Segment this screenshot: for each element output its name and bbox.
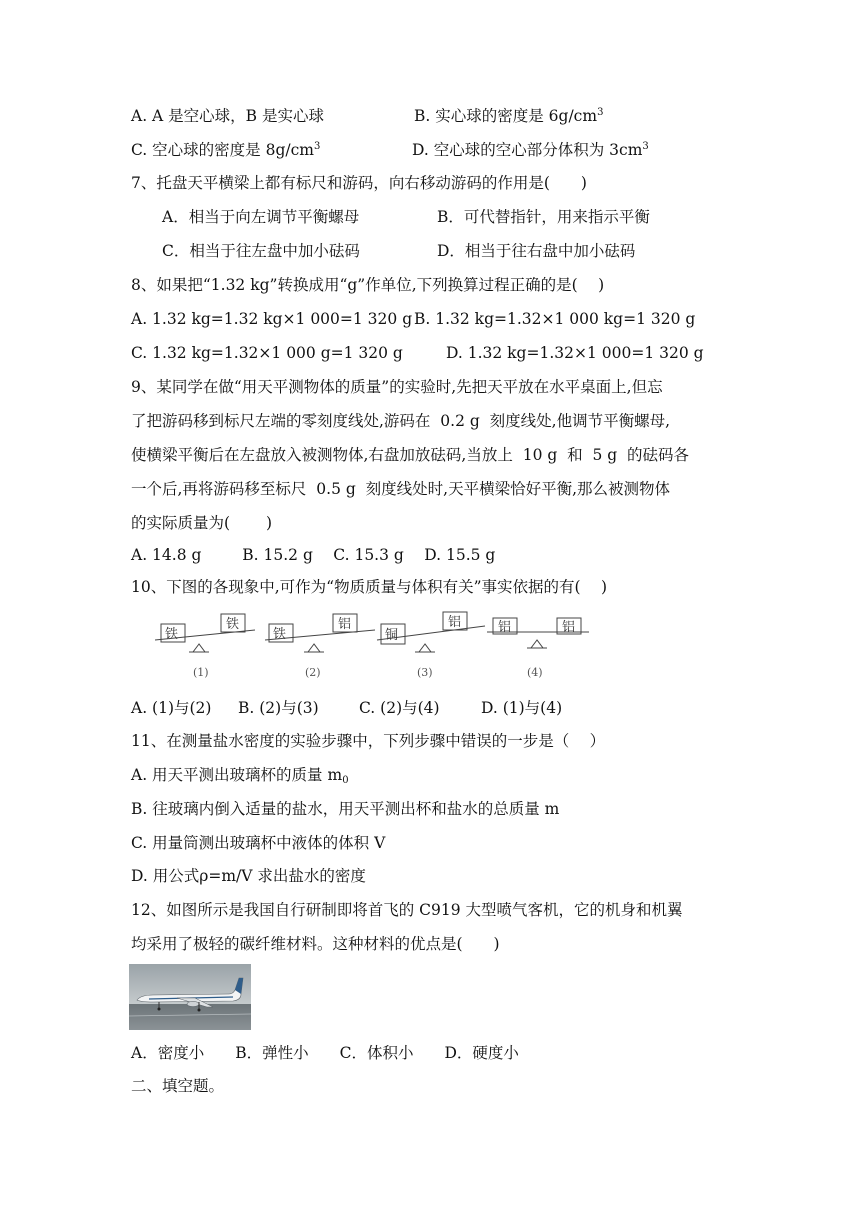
q11-option-a: A. 用天平测出玻璃杯的质量 $m_0$	[131, 766, 349, 786]
q7-option-c: C．相当于往左盘中加小砝码	[162, 242, 360, 260]
q10-option-b: B. (2)与(3)	[238, 699, 319, 717]
q6-option-b: B. 实心球的密度是 $6g/cm^3$	[414, 107, 604, 125]
balance-1-left-label: 铁	[165, 627, 179, 642]
q8-stem: 8、如果把“1.32 kg”转换成用“g”作单位,下列换算过程正确的是( )	[131, 276, 605, 294]
balance-3-right-label: 铝	[448, 615, 462, 630]
q9-line-3: 使横梁平衡后在左盘放入被测物体,右盘加放砝码,当放上 10 g 和 5 g 的砝码各	[131, 446, 690, 464]
q8-option-b: B. 1.32 kg=1.32×1 000 kg=1 320 g	[414, 310, 696, 328]
balance-1-caption: (1)	[193, 666, 209, 679]
q9-line-2: 了把游码移到标尺左端的零刻度线处,游码在 0.2 g 刻度线处,他调节平衡螺母,	[131, 412, 670, 430]
balance-2-left-label: 铁	[273, 627, 287, 642]
q10-option-a: A. (1)与(2)	[131, 699, 212, 717]
balance-4-left-label: 铝	[498, 620, 512, 635]
airplane-photo	[129, 964, 251, 1030]
balance-4-right-label: 铝	[562, 620, 576, 635]
q9-options: A. 14.8 g B. 15.2 g C. 15.3 g D. 15.5 g	[131, 546, 496, 564]
q7-option-b: B．可代替指针，用来指示平衡	[437, 208, 650, 226]
balance-2-caption: (2)	[305, 666, 321, 679]
balance-1-right-label: 铁	[226, 617, 240, 632]
q12-line-1: 12、如图所示是我国自行研制即将首飞的 C919 大型喷气客机，它的机身和机翼	[131, 901, 683, 919]
balance-4-caption: (4)	[527, 666, 543, 679]
q6-option-d: D. 空心球的空心部分体积为 $3cm^3$	[412, 141, 649, 159]
q11-option-b: B. 往玻璃内倒入适量的盐水，用天平测出杯和盐水的总质量 m	[131, 800, 560, 818]
q11-option-c: C. 用量筒测出玻璃杯中液体的体积 V	[131, 834, 386, 852]
q12-line-2: 均采用了极轻的碳纤维材料。这种材料的优点是( )	[131, 935, 500, 953]
q7-stem: 7、托盘天平横梁上都有标尺和游码，向右移动游码的作用是( )	[131, 174, 587, 192]
q9-line-4: 一个后,再将游码移至标尺 0.5 g 刻度线处时,天平横梁恰好平衡,那么被测物体	[131, 480, 670, 498]
balance-3-caption: (3)	[417, 666, 433, 679]
q11-option-d: D. 用公式ρ=m/V 求出盐水的密度	[131, 867, 366, 885]
q11-stem: 11、在测量盐水密度的实验步骤中，下列步骤中错误的一步是（ ）	[131, 732, 606, 750]
q9-line-5: 的实际质量为( )	[131, 514, 273, 532]
q10-stem: 10、下图的各现象中,可作为“物质质量与体积有关”事实依据的有( )	[131, 578, 608, 596]
q8-option-d: D. 1.32 kg=1.32×1 000=1 320 g	[446, 344, 704, 362]
q7-option-a: A．相当于向左调节平衡螺母	[162, 208, 360, 226]
q9-line-1: 9、某同学在做“用天平测物体的质量”的实验时,先把天平放在水平桌面上,但忘	[131, 378, 663, 396]
q6-option-a: A. A 是空心球，B 是实心球	[131, 107, 324, 125]
section-heading-fill-in: 二、填空题。	[131, 1077, 225, 1095]
q8-option-c: C. 1.32 kg=1.32×1 000 g=1 320 g	[131, 344, 403, 362]
q6-option-c: C. 空心球的密度是 $8g/cm^3$	[131, 141, 321, 159]
balance-3-left-label: 铜	[385, 628, 399, 643]
balance-2-right-label: 铝	[338, 617, 352, 632]
q8-option-a: A. 1.32 kg=1.32 kg×1 000=1 320 g	[131, 310, 413, 328]
q7-option-d: D．相当于往右盘中加小砝码	[437, 242, 636, 260]
q10-option-d: D. (1)与(4)	[481, 699, 563, 717]
q12-options: A．密度小 B．弹性小 C．体积小 D．硬度小	[131, 1044, 519, 1062]
q10-option-c: C. (2)与(4)	[359, 699, 440, 717]
balance-figure	[155, 610, 595, 685]
